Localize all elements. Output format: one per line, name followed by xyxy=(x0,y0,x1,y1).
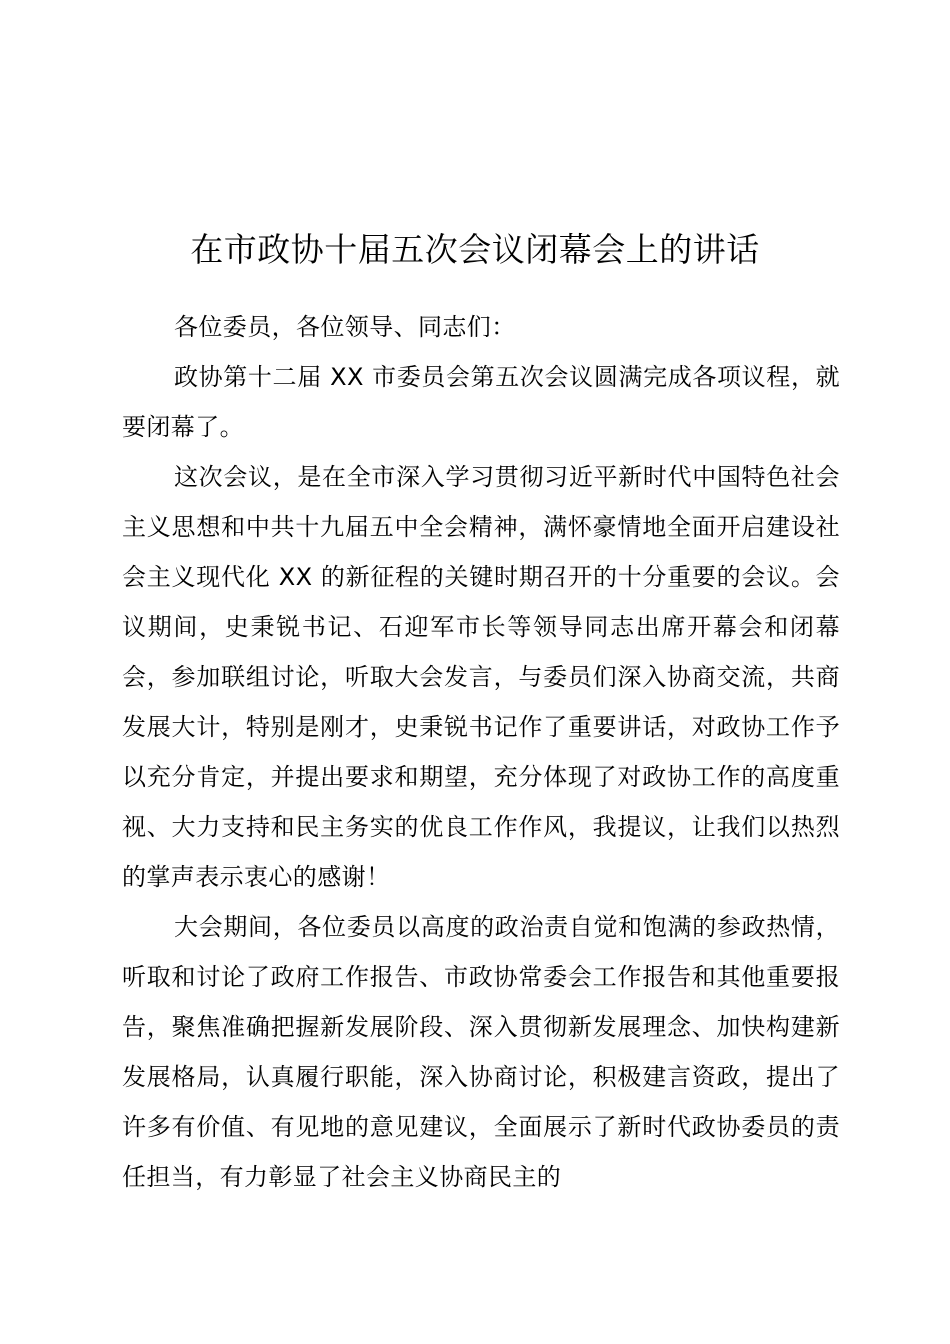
salutation-paragraph: 各位委员，各位领导、同志们： xyxy=(174,313,516,341)
document-body xyxy=(122,302,840,1202)
body-paragraph: 政协第十二届 XX 市委员会第五次会议圆满完成各项议程，就要闭幕了。 xyxy=(122,363,840,441)
body-paragraph: 这次会议，是在全市深入学习贯彻习近平新时代中国特色社会主义思想和中共十九届五中全会精神，满怀豪情地全面开启建设社会主义现代化 XX 的新征程的关键时期召开的十分重要的会议。会议期间，史秉锐书记、石迎军市长等领导同志出席开幕会和闭幕会，参加联组讨论，听取大会发言，与委员们深入协商交流，共商发展大计，特别是刚才，史秉锐书记作了重要讲话，对政协工作予以充分肯定，并提出要求和期望，充分体现了对政协工作的高度重视、大力支持和民主务实的优良工作作风，我提议，让我们以热烈的掌声表示衷心的感谢！ xyxy=(122,463,840,891)
body-paragraph: 大会期间，各位委员以高度的政治责自觉和饱满的参政热情，听取和讨论了政府工作报告、市政协常委会工作报告和其他重要报告，聚焦准确把握新发展阶段、深入贯彻新发展理念、加快构建新发展格局，认真履行职能，深入协商讨论，积极建言资政，提出了许多有价值、有见地的意见建议，全面展示了新时代政协委员的责任担当，有力彰显了社会主义协商民主的 xyxy=(122,913,840,1191)
document-title: 在市政协十届五次会议闭幕会上的讲话 xyxy=(190,230,760,269)
